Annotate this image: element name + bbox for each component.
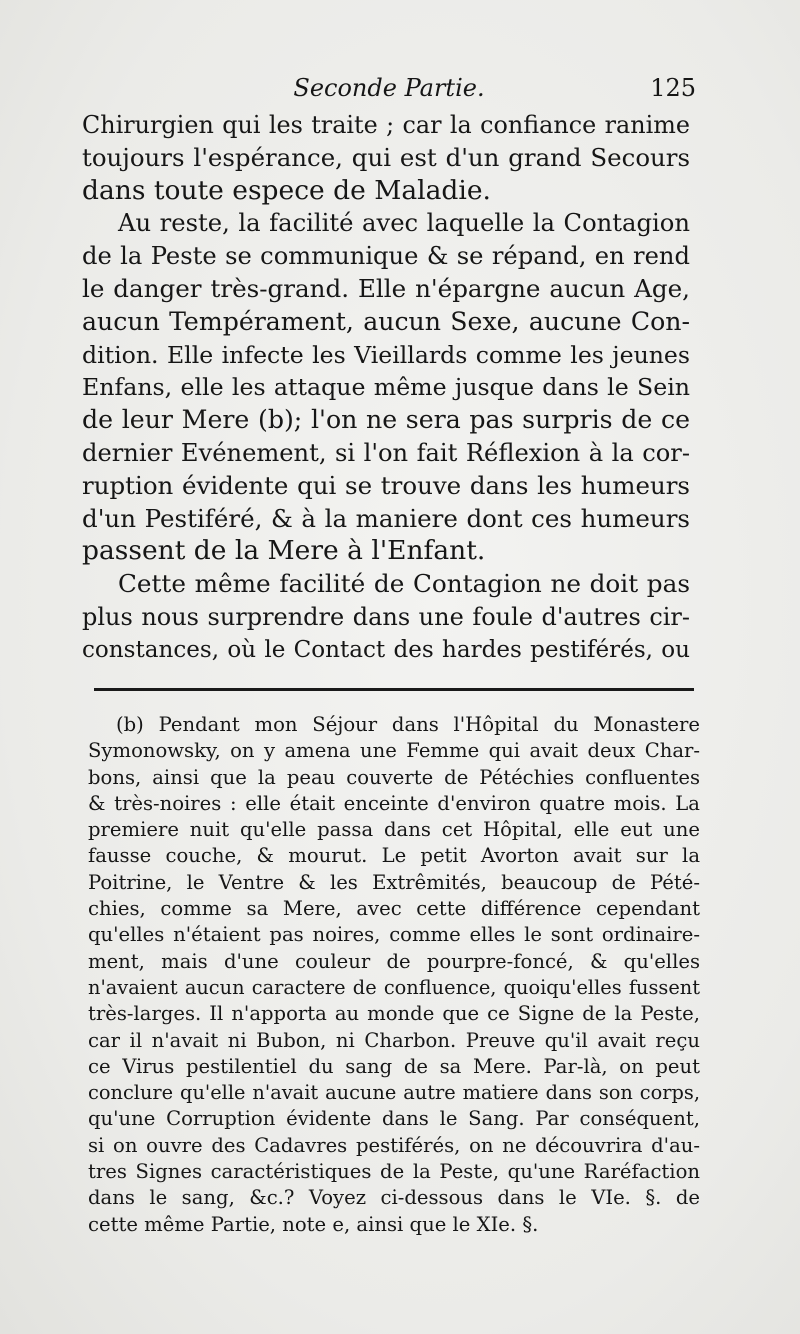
footnote-line: très-larges. Il n'apporta au monde que ce Signe de la Peste, [88,1002,700,1026]
footnote-line: cette même Partie, note e, ainsi que le XIe. §. [88,1212,539,1236]
footnote-line: n'avaient aucun caractere de confluence, quoiqu'elles fussent [88,975,700,999]
text-line: de leur Mere (b); l'on ne sera pas surpris de ce [82,405,690,435]
footnote-line: conclure qu'elle n'avait aucune autre matiere dans son corps, [88,1081,700,1105]
footnote [88,712,700,1238]
running-head [82,72,696,106]
text-line: ruption évidente qui se trouve dans les humeurs [82,470,690,500]
text-line: Cette même facilité de Contagion ne doit pas [118,569,690,599]
text-line: dition. Elle infecte les Vieillards comme les jeunes [82,340,690,369]
footnote-line: fausse couche, & mourut. Le petit Avorton avait sur la [88,844,700,868]
footnote-line: premiere nuit qu'elle passa dans cet Hôpital, elle eut une [88,818,700,842]
text-line: d'un Pestiféré, & à la maniere dont ces humeurs [82,503,690,533]
text-line: dernier Evénement, si l'on fait Réflexion à la cor- [82,438,690,467]
footnote-line: ment, mais d'une couleur de pourpre-foncé, & qu'elles [88,949,700,973]
footnote-line: ce Virus pestilentiel du sang de sa Mere. Par-là, on peut [88,1054,700,1078]
footnote-line: car il n'avait ni Bubon, ni Charbon. Preuve qu'il avait reçu [88,1028,700,1052]
footnote-line: qu'elles n'étaient pas noires, comme elles le sont ordinaire- [88,923,700,947]
footnote-line: Symonowsky, on y amena une Femme qui avait deux Char- [88,739,700,763]
page-number: 125 [650,74,696,102]
running-title: Seconde Partie. [293,74,485,102]
footnote-line: chies, comme sa Mere, avec cette différence cependant [88,897,700,921]
footnote-line: (b) Pendant mon Séjour dans l'Hôpital du Monastere [116,713,700,736]
text-line: le danger très-grand. Elle n'épargne aucun Age, [82,273,690,303]
text-line: Au reste, la facilité avec laquelle la Contagion [118,208,690,238]
text-line: toujours l'espérance, qui est d'un grand Secours [82,142,690,172]
text-line: de la Peste se communique & se répand, en rend [82,242,690,271]
footnote-line: qu'une Corruption évidente dans le Sang. Par conséquent, [88,1107,700,1131]
text-line: plus nous surprendre dans une foule d'autres cir- [82,602,690,631]
text-line: dans toute espece de Maladie. [82,174,491,206]
footnote-line: dans le sang, &c.? Voyez ci-dessous dans le VIe. §. de [88,1186,700,1210]
text-line: Chirurgien qui les traite ; car la confiance ranime [82,111,690,139]
text-line: Enfans, elle les attaque même jusque dans le Sein [82,373,690,402]
footnote-line: Poitrine, le Ventre & les Extrêmités, beaucoup de Pété- [88,870,700,894]
footnote-line: bons, ainsi que la peau couverte de Pétéchies confluentes [88,765,700,789]
footnote-line: tres Signes caractéristiques de la Peste, qu'une Raréfaction [88,1160,700,1184]
footnote-divider [94,688,694,691]
text-line: constances, où le Contact des hardes pestiférés, ou [82,636,690,663]
footnote-line: si on ouvre des Cadavres pestiférés, on ne découvrira d'au- [88,1133,700,1157]
text-line: passent de la Mere à l'Enfant. [82,535,486,567]
footnote-line: & très-noires : elle était enceinte d'environ quatre mois. La [88,791,700,815]
text-line: aucun Tempérament, aucun Sexe, aucune Con- [82,306,690,336]
main-text [82,109,690,667]
